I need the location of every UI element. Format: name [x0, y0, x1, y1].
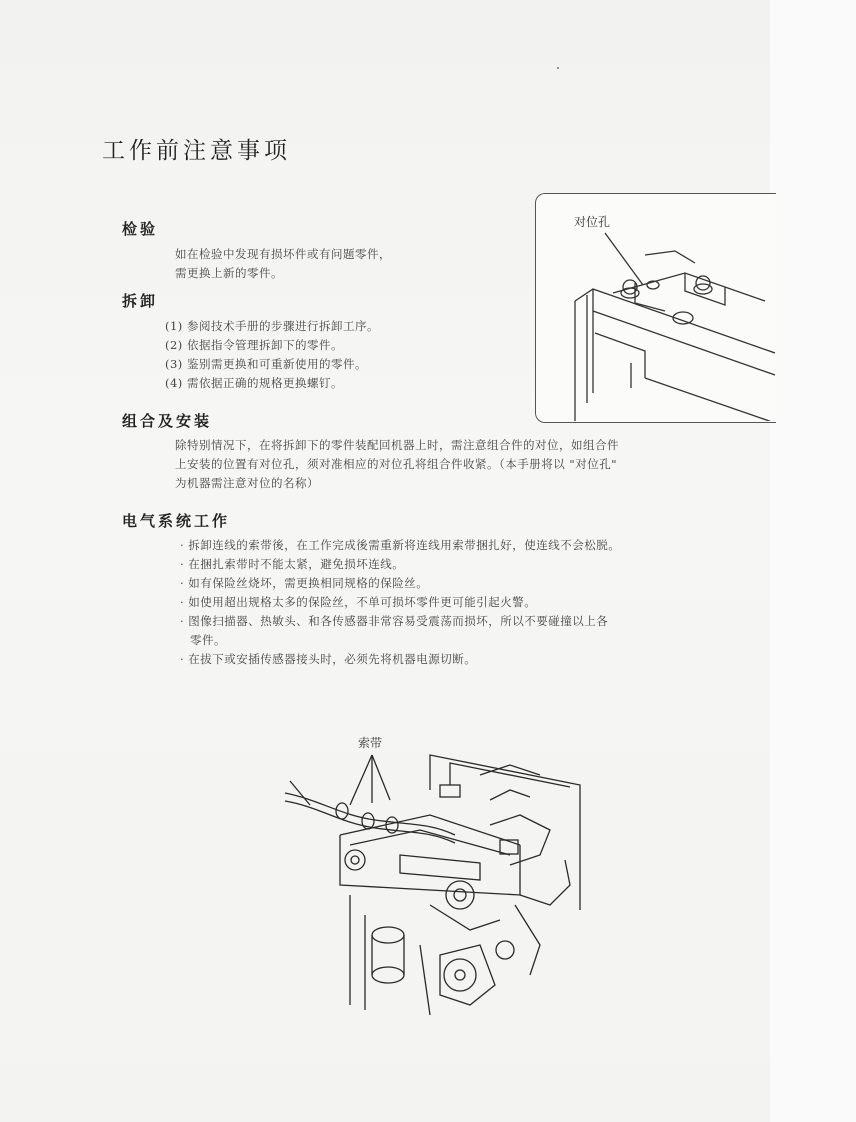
list-item: (2) 依据指令管理拆卸下的零件。 [165, 338, 343, 352]
list-item [180, 650, 770, 669]
bullet-text: · 拆卸连线的索带後，在工作完成後需重新将连线用索带捆扎好，使连线不会松脱。 [180, 538, 621, 552]
assembly-line: 除特别情况下，在将拆卸下的零件装配回机器上时，需注意组合件的对位，如组合件 [175, 438, 619, 452]
list-item [180, 555, 770, 574]
list-item [180, 612, 770, 650]
cable-tie-label: 索带 [358, 736, 383, 750]
list-item [180, 574, 770, 593]
assembly-line: 上安装的位置有对位孔，须对准相应的对位孔将组合件收紧。（本手册将以 "对位孔" [175, 457, 617, 471]
bullet-text: · 在捆扎索带时不能太紧，避免损坏连线。 [180, 557, 405, 571]
electrical-list [180, 536, 770, 669]
heading-inspection: 检验 [122, 220, 159, 238]
heading-electrical: 电气系统工作 [122, 512, 231, 530]
list-item: (3) 鉴别需更换和可重新使用的零件。 [165, 357, 367, 371]
inspection-text [175, 245, 391, 283]
list-item [180, 593, 770, 612]
alignment-hole-drawing [535, 193, 775, 421]
list-item [180, 536, 770, 555]
inspection-line: 需更换上新的零件。 [175, 266, 283, 280]
assembly-line: 为机器需注意对位的名称） [175, 476, 319, 490]
heading-assembly: 组合及安装 [122, 412, 213, 430]
bullet-text: · 如有保险丝烧坏，需更换相同规格的保险丝。 [180, 576, 429, 590]
assembly-text [175, 436, 770, 493]
page-edge [770, 0, 856, 1122]
bullet-text: · 图像扫描器、热敏头、和各传感器非常容易受震荡而损坏，所以不要碰撞以上各 [180, 614, 609, 628]
inspection-line: 如在检验中发现有损坏件或有问题零件， [175, 247, 391, 261]
disassembly-list [165, 317, 379, 393]
scan-speck [557, 67, 559, 69]
page-title: 工作前注意事项 [102, 138, 291, 164]
cable-tie-drawing [280, 745, 600, 1030]
list-item: (4) 需依据正确的规格更换螺钉。 [165, 376, 343, 390]
heading-disassembly: 拆卸 [122, 292, 159, 310]
list-item: (1) 参阅技术手册的步骤进行拆卸工序。 [165, 319, 379, 333]
bullet-text: · 在拔下或安插传感器接头时，必须先将机器电源切断。 [180, 652, 477, 666]
bullet-text: · 如使用超出规格太多的保险丝，不单可损坏零件更可能引起火警。 [180, 595, 537, 609]
alignment-hole-label: 对位孔 [574, 215, 611, 229]
bullet-continuation: 零件。 [190, 633, 226, 647]
